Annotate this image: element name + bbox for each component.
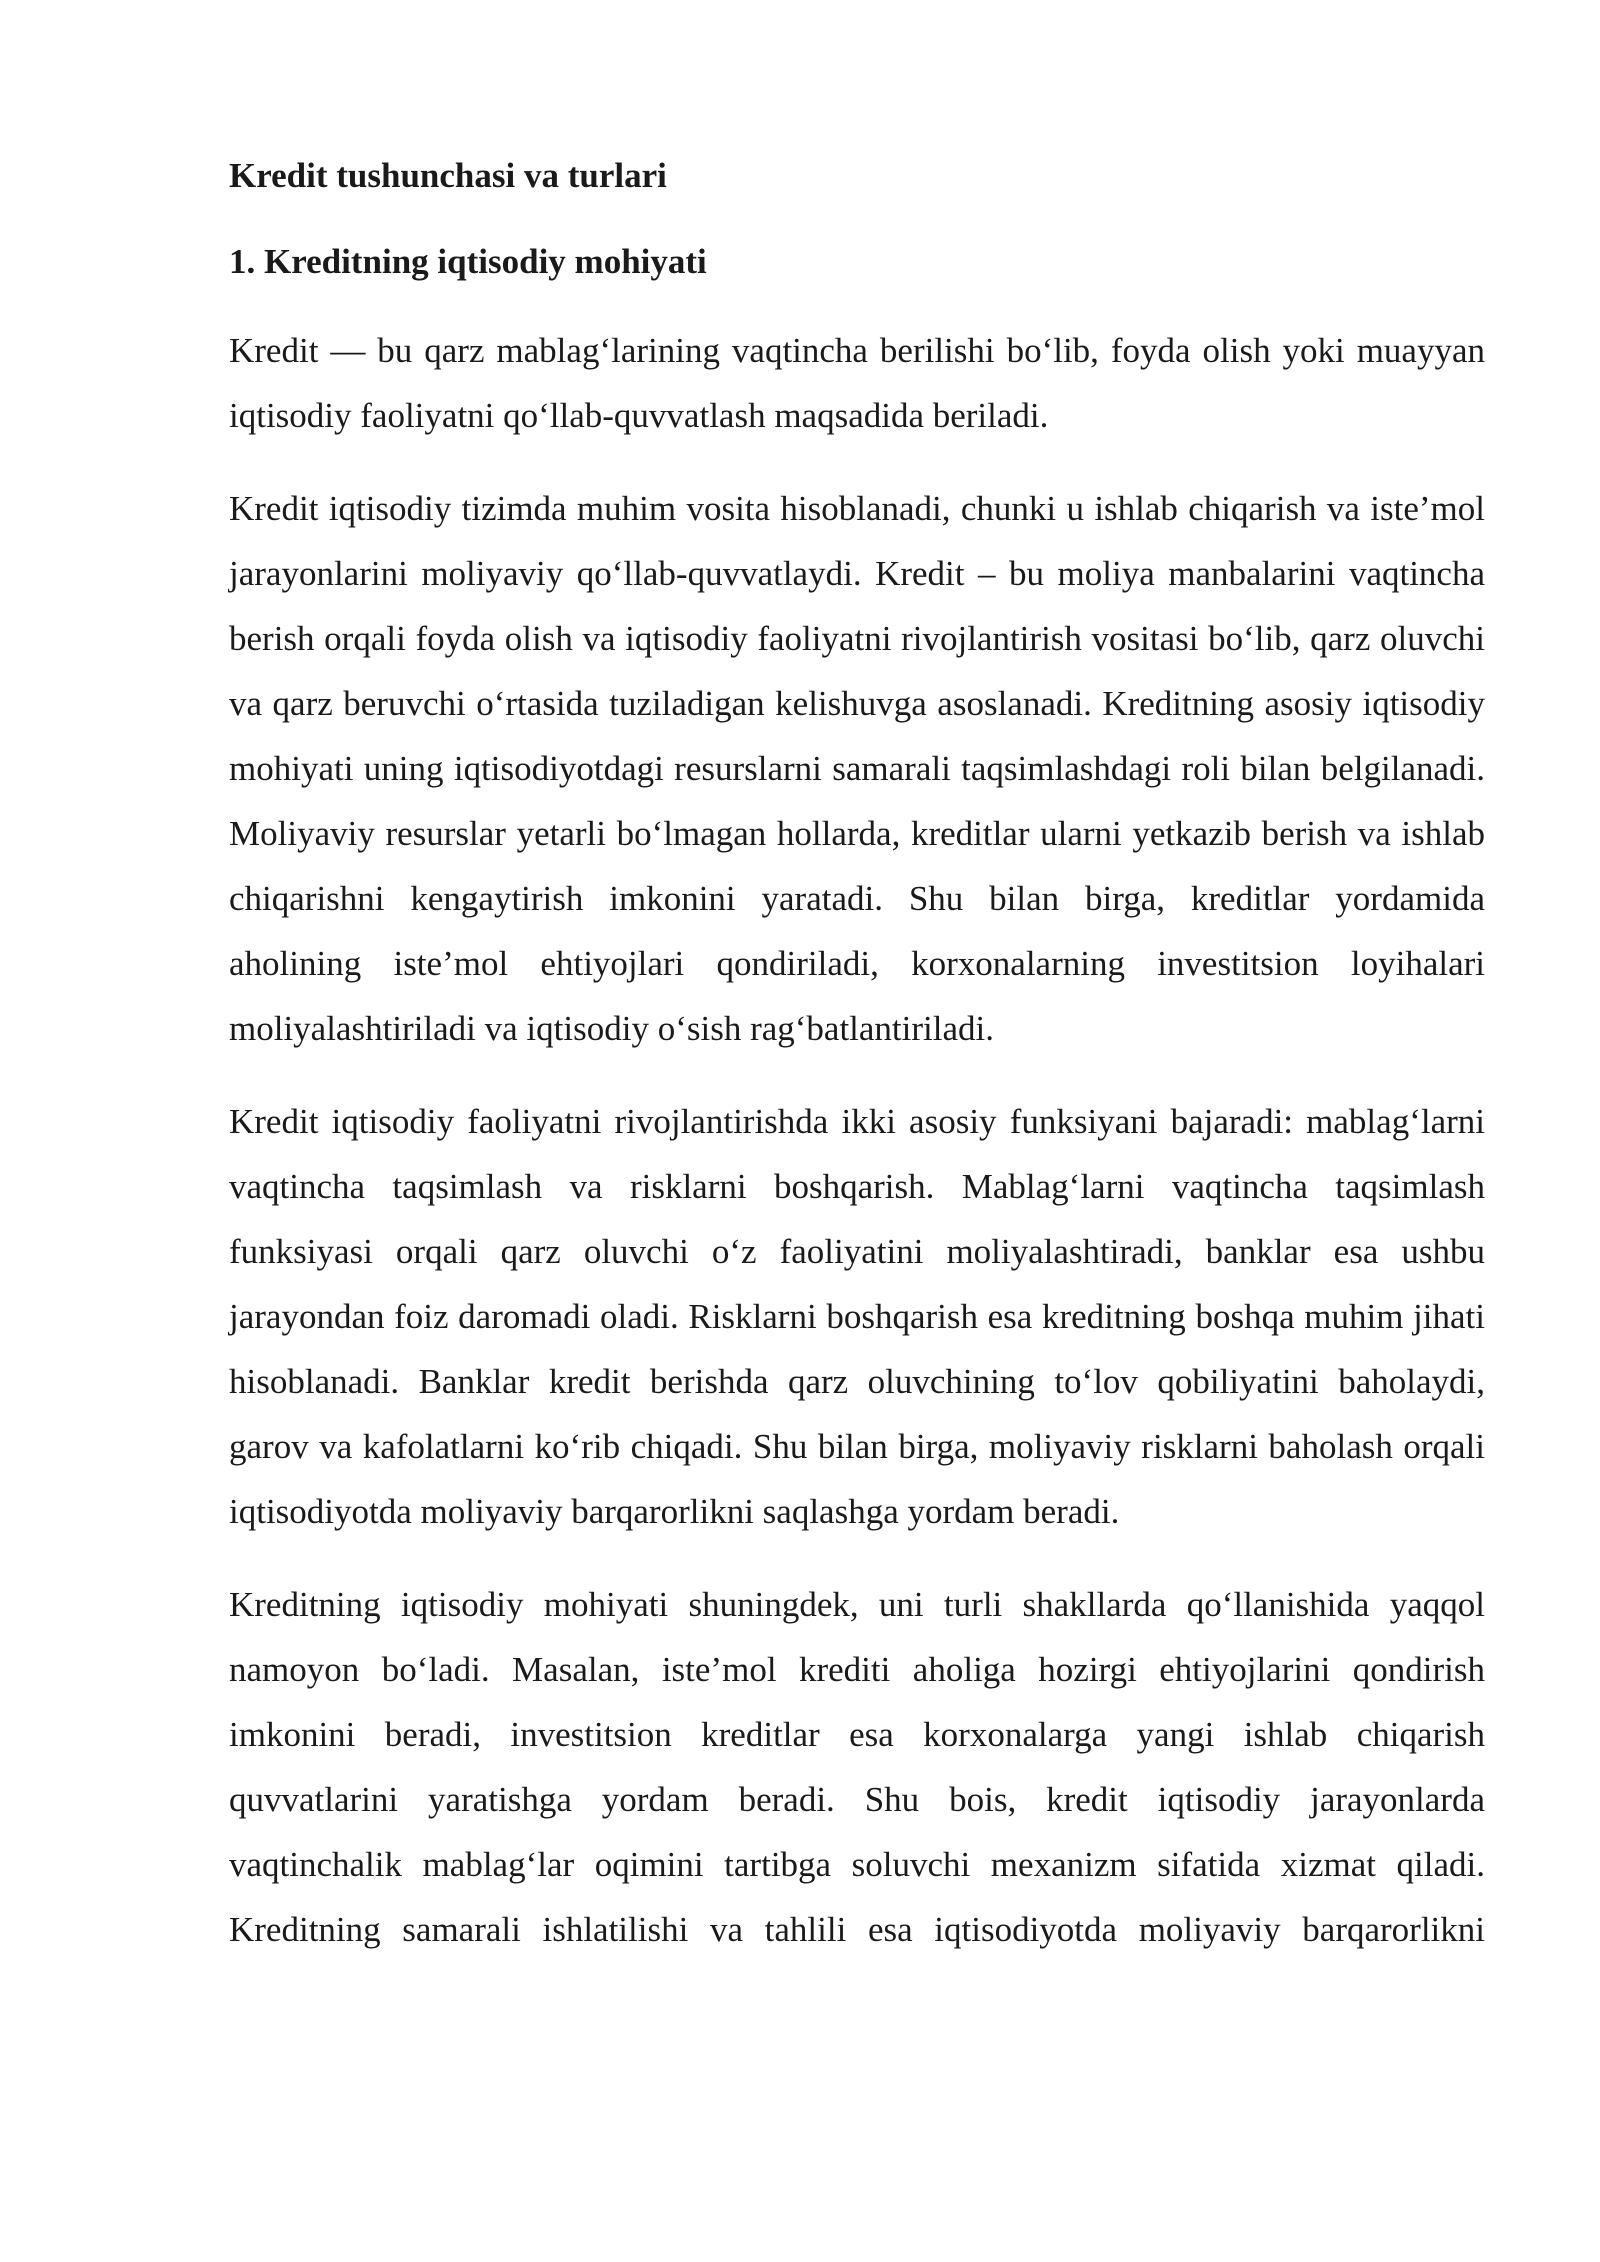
paragraph: Kreditning iqtisodiy mohiyati shuningdek, uni turli shakllarda qo‘llanishida yaqqol namoyon bo‘ladi. Masalan, iste’mol krediti aholiga hozirgi ehtiyojlarini qondirish imkonini beradi, investitsion kreditlar esa korxonalarga yangi ishlab chiqarish quvvatlarini yaratishga yordam beradi. Shu bois, kredit iqtisodiy jarayonlarda vaqtinchalik mablag‘lar oqimini tartibga soluvchi mexanizm sifatida xizmat qiladi. Kreditning samarali ishlatilishi va tahlili esa iqtisodiyotda moliyaviy barqarorlikni xyxy=(229,1585,1485,1949)
paragraph: Kredit iqtisodiy tizimda muhim vosita hisoblanadi, chunki u ishlab chiqarish va iste’mol jarayonlarini moliyaviy qo‘llab-quvvatlaydi. Kredit – bu moliya manbalarini vaqtincha berish orqali foyda olish va iqtisodiy faoliyatni rivojlantirish vositasi bo‘lib, qarz oluvchi va qarz beruvchi o‘rtasida tuziladigan kelishuvga asoslanadi. Kreditning asosiy iqtisodiy mohiyati uning iqtisodiyotdagi resurslarni samarali taqsimlashdagi roli bilan belgilanadi. Moliyaviy resurslar yetarli bo‘lmagan hollarda, kreditlar ularni yetkazib berish va ishlab chiqarishni kengaytirish imkonini yaratadi. Shu bilan birga, kreditlar yordamida aholining iste’mol ehtiyojlari qondiriladi, korxonalarning investitsion loyihalari moliyalashtiriladi va iqtisodiy o‘sish rag‘batlantiriladi. xyxy=(229,489,1485,1048)
paragraph: Kredit iqtisodiy faoliyatni rivojlantirishda ikki asosiy funksiyani bajaradi: mablag‘larni vaqtincha taqsimlash va risklarni boshqarish. Mablag‘larni vaqtincha taqsimlash funksiyasi orqali qarz oluvchi o‘z faoliyatini moliyalashtiradi, banklar esa ushbu jarayondan foiz daromadi oladi. Risklarni boshqarish esa kreditning boshqa muhim jihati hisoblanadi. Banklar kredit berishda qarz oluvchining to‘lov qobiliyatini baholaydi, garov va kafolatlarni ko‘rib chiqadi. Shu bilan birga, moliyaviy risklarni baholash orqali iqtisodiyotda moliyaviy barqarorlikni saqlashga yordam beradi. xyxy=(229,1102,1485,1531)
section-heading: 1. Kreditning iqtisodiy mohiyati xyxy=(229,242,707,281)
paragraph: Kredit — bu qarz mablag‘larining vaqtincha berilishi bo‘lib, foyda olish yoki muayyan iqtisodiy faoliyatni qo‘llab-quvvatlash maqsadida beriladi. xyxy=(229,331,1485,435)
document-title: Kredit tushunchasi va turlari xyxy=(229,156,667,195)
document-body xyxy=(229,148,1485,1962)
